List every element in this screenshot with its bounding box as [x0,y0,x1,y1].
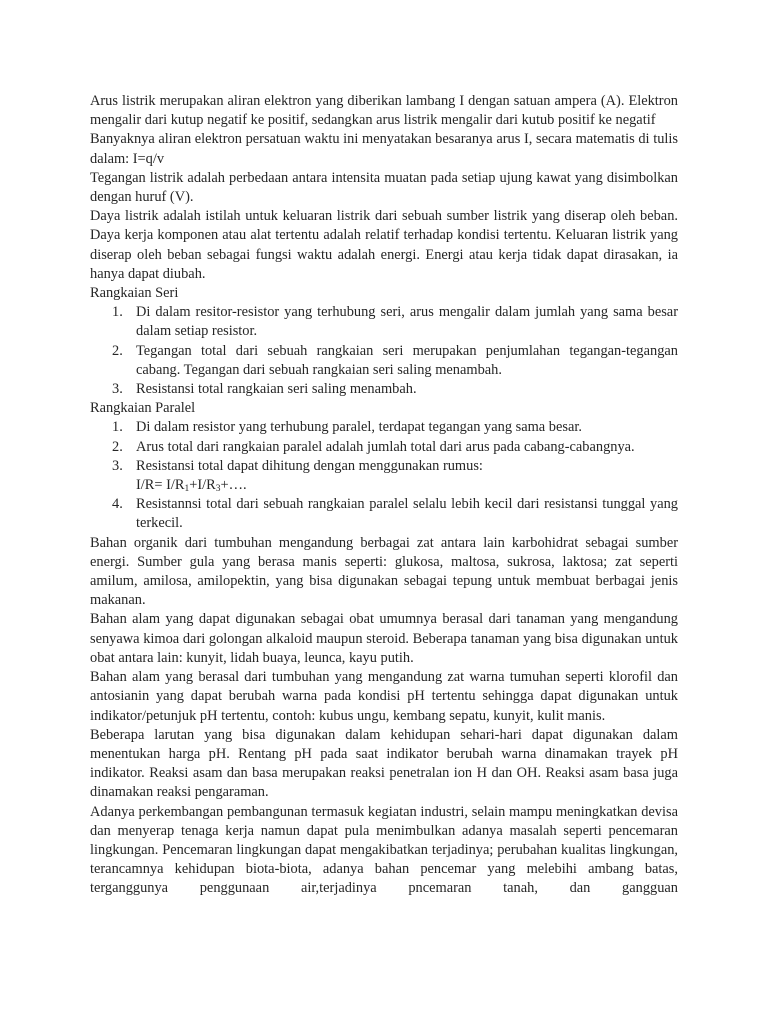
list-item-text: Arus total dari rangkaian paralel adalah jumlah total dari arus pada cabang-cabangnya. [136,438,635,455]
list-item-text: Tegangan total dari sebuah rangkaian seri merupakan penjumlahan tegangan-tegangan cabang. Tegangan dari sebuah rangkaian seri saling menambah. [136,342,678,378]
paragraph-pencemaran: Adanya perkembangan pembangunan termasuk kegiatan industri, selain mampu meningkatkan devisa dan menyerap tenaga kerja namun dapat pula menimbulkan adanya masalah seperti pencemaran lingkungan. Pencemaran lingkungan dapat mengakibatkan terjadinya; perubahan kualitas lingkungan, terancamnya kehidupan biota-biota, adanya bahan pencemar yang melebihi ambang batas, terganggunya penggunaan air,terjadinya pncemaran tanah, dan gangguan [90,803,678,897]
list-item [90,457,678,495]
list-item-text: Di dalam resitor-resistor yang terhubung seri, arus mengalir dalam jumlah yang sama besar dalam setiap resistor. [136,304,678,340]
list-item-number: 2. [112,342,123,359]
list-item [90,342,678,380]
heading-rangkaian-seri: Rangkaian Seri [90,285,179,302]
list-rangkaian-paralel [90,418,678,533]
paragraph-aliran-elektron: Banyaknya aliran elektron persatuan waktu ini menyatakan besaranya arus I, secara matematis di tulis dalam: I=q/v [90,131,678,167]
list-item-number: 4. [112,496,123,513]
list-rangkaian-seri [90,303,678,399]
list-item-text: Resistansi total rangkaian seri saling menambah. [136,381,417,398]
list-item [90,495,678,533]
list-item-number: 3. [112,381,123,398]
paragraph-daya-listrik: Daya listrik adalah istilah untuk keluaran listrik dari sebuah sumber listrik yang diserap oleh beban. Daya kerja komponen atau alat tertentu adalah relatif terhadap kondisi tertentu. Keluaran listrik yang diserap oleh beban sebagai fungsi waktu adalah energi. Energi atau kerja tidak dapat dirasakan, ia hanya dapat diubah. [90,208,678,282]
list-item-number: 3. [112,457,123,474]
document-page [90,92,678,899]
list-item [90,380,678,399]
list-item-number: 2. [112,438,123,455]
formula-resistansi: $I/R= I/R_1+I/R_3+\dots$. [136,477,247,495]
paragraph-tegangan-listrik: Tegangan listrik adalah perbedaan antara intensita muatan pada setiap ujung kawat yang disimbolkan dengan huruf (V). [90,169,678,206]
paragraph-larutan-ph: Beberapa larutan yang bisa digunakan dalam kehidupan sehari-hari dapat digunakan dalam menentukan harga pH. Rentang pH pada saat indikator berubah warna dinamakan trayek pH indikator. Reaksi asam dan basa merupakan reaksi penetralan ion H dan OH. Reaksi asam basa juga dinamakan reaksi pengaraman. [90,726,678,801]
list-item [90,438,678,457]
list-item [90,303,678,341]
heading-rangkaian-paralel: Rangkaian Paralel [90,400,196,417]
paragraph-bahan-obat: Bahan alam yang dapat digunakan sebagai obat umumnya berasal dari tanaman yang mengandung senyawa kimoa dari golongan alkaloid maupun steroid. Beberapa tanaman yang bisa digunakan untuk obat antara lain: kunyit, lidah buaya, leunca, kayu putih. [90,611,678,666]
list-item-number: 1. [112,419,123,436]
list-item-text: Di dalam resistor yang terhubung paralel, terdapat tegangan yang sama besar. [136,419,582,436]
list-item [90,418,678,437]
list-item-text: Resistansi total dapat dihitung dengan menggunakan rumus: [136,457,483,474]
paragraph-zat-warna: Bahan alam yang berasal dari tumbuhan yang mengandung zat warna tumuhan seperti klorofil dan antosianin yang dapat berubah warna pada kondisi pH tertentu sehingga dapat digunakan untuk indikator/petunjuk pH tertentu, contoh: kubus ungu, kembang sepatu, kunyit, kulit manis. [90,669,678,724]
list-item-text: Resistannsi total dari sebuah rangkaian paralel selalu lebih kecil dari resistansi tunggal yang terkecil. [136,496,678,532]
paragraph-bahan-organik: Bahan organik dari tumbuhan mengandung berbagai zat antara lain karbohidrat sebagai sumber energi. Sumber gula yang berasa manis seperti: glukosa, maltosa, sukrosa, laktosa; zat seperti amilum, amilosa, amilopektin, yang bisa digunakan sebagai tepung untuk membuat berbagai jenis makanan. [90,534,678,609]
list-item-number: 1. [112,304,123,321]
paragraph-arus-listrik: Arus listrik merupakan aliran elektron yang diberikan lambang I dengan satuan ampera (A). Elektron mengalir dari kutup negatif ke positif, sedangkan arus listrik mengalir dari kutub positif ke negatif [90,93,678,129]
